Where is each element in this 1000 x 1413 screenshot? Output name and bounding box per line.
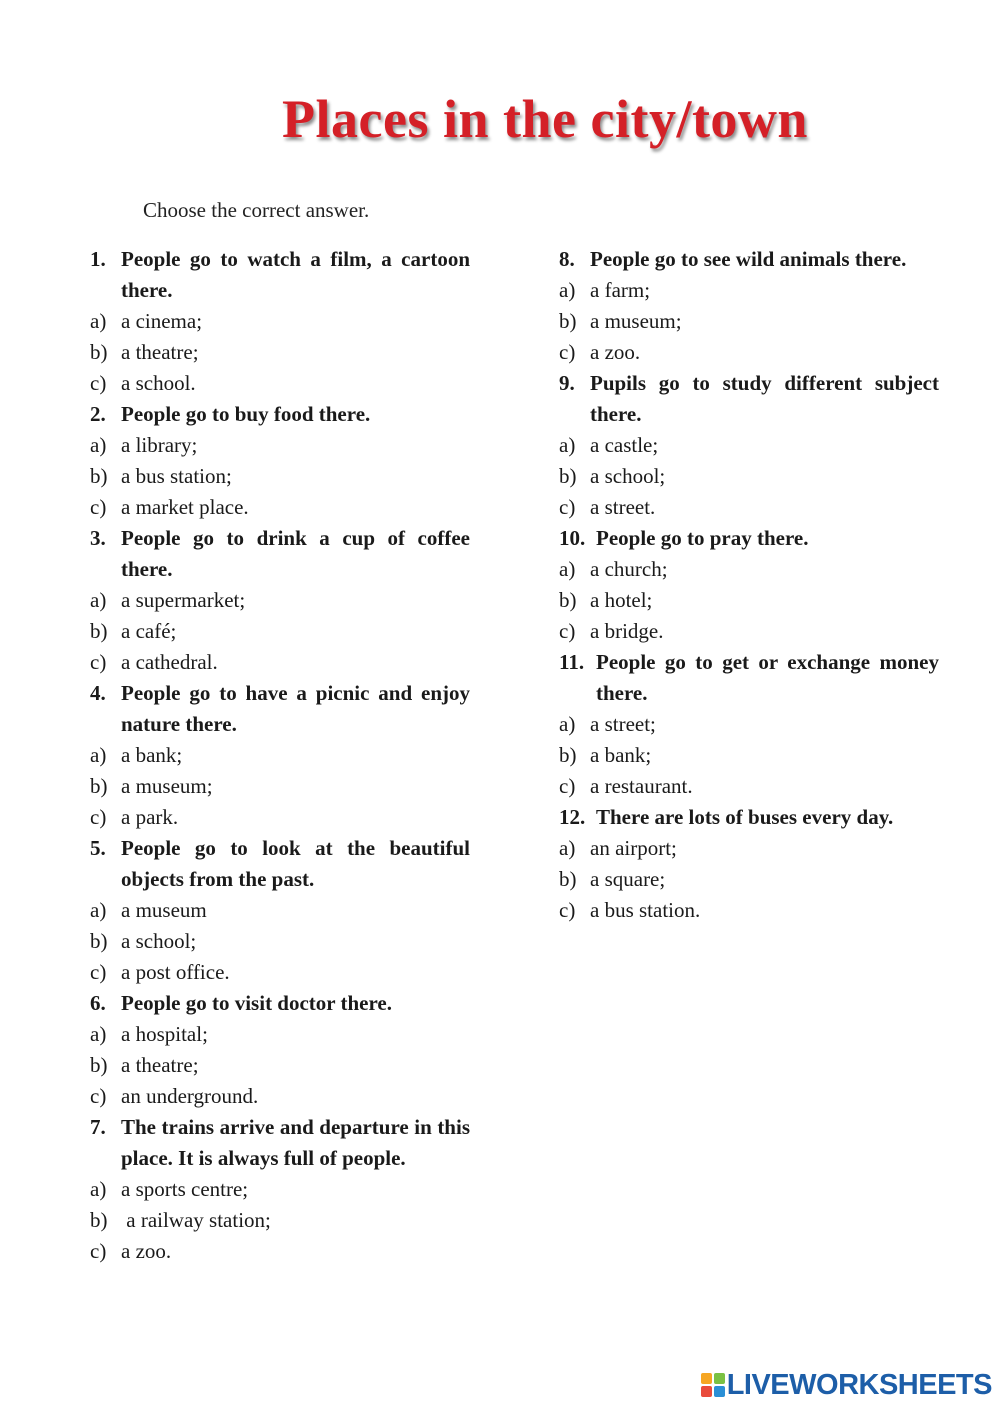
question [90, 678, 470, 740]
option-text: a street. [590, 495, 656, 519]
question [90, 523, 470, 585]
question [559, 244, 939, 275]
option-letter: a) [559, 712, 576, 736]
option-letter: c) [90, 371, 107, 395]
option-text: a zoo. [121, 1239, 172, 1263]
question-text: People go to watch a film, a cartoon there. [121, 247, 470, 302]
option-letter: b) [90, 340, 108, 364]
option-letter: a) [559, 278, 576, 302]
answer-option[interactable] [90, 430, 470, 461]
option-letter: a) [559, 433, 576, 457]
option-text: a bus station. [590, 898, 701, 922]
option-text: a museum; [121, 774, 213, 798]
answer-option[interactable] [90, 616, 470, 647]
question-block [559, 647, 939, 802]
answer-option[interactable] [90, 740, 470, 771]
option-text: a hospital; [121, 1022, 208, 1046]
question-text: People go to drink a cup of coffee there. [121, 526, 470, 581]
option-letter: a) [559, 836, 576, 860]
option-text: an airport; [590, 836, 677, 860]
question-block [559, 368, 939, 523]
question-number: 1. [90, 247, 106, 271]
option-text: a post office. [121, 960, 230, 984]
answer-option[interactable] [90, 492, 470, 523]
question-text: People go to visit doctor there. [121, 991, 393, 1015]
option-text: a church; [590, 557, 668, 581]
option-letter: a) [90, 309, 107, 333]
answer-option[interactable] [90, 1174, 470, 1205]
option-letter: c) [559, 495, 576, 519]
option-text: a museum [121, 898, 207, 922]
option-letter: b) [90, 1053, 108, 1077]
answer-option[interactable] [90, 461, 470, 492]
option-letter: b) [90, 619, 108, 643]
option-letter: a) [90, 1177, 107, 1201]
question [90, 833, 470, 895]
option-letter: b) [559, 588, 577, 612]
answer-option[interactable] [559, 585, 939, 616]
answer-option[interactable] [559, 430, 939, 461]
option-letter: c) [559, 340, 576, 364]
option-text: a farm; [590, 278, 651, 302]
question [90, 1112, 470, 1174]
question [90, 988, 470, 1019]
liveworksheets-brand[interactable] [701, 1365, 992, 1405]
option-letter: b) [559, 464, 577, 488]
option-letter: c) [90, 495, 107, 519]
question-number: 4. [90, 681, 106, 705]
option-letter: c) [90, 805, 107, 829]
option-letter: b) [559, 309, 577, 333]
question [559, 647, 939, 709]
option-letter: b) [90, 1208, 108, 1232]
question-text: Pupils go to study different subject there. [590, 371, 939, 426]
question-block [90, 833, 470, 988]
option-text: a park. [121, 805, 179, 829]
option-text: a zoo. [590, 340, 641, 364]
left-column [90, 244, 470, 1267]
question-block [90, 523, 470, 678]
question-text: The trains arrive and departure in this place. It is always full of people. [121, 1115, 470, 1170]
question-number: 3. [90, 526, 106, 550]
question [559, 523, 939, 554]
answer-option[interactable] [90, 802, 470, 833]
option-text: a library; [121, 433, 198, 457]
question-number: 7. [90, 1115, 106, 1139]
option-text: a cathedral. [121, 650, 218, 674]
option-text: a street; [590, 712, 656, 736]
question [559, 802, 939, 833]
page-title: Places in the city/town [282, 89, 808, 149]
option-text: a hotel; [590, 588, 653, 612]
question-text: People go to look at the beautiful objects from the past. [121, 836, 470, 891]
answer-option[interactable] [559, 616, 939, 647]
answer-option[interactable] [559, 337, 939, 368]
option-text: an underground. [121, 1084, 259, 1108]
option-letter: a) [90, 588, 107, 612]
question-number: 9. [559, 371, 575, 395]
option-text: a bridge. [590, 619, 664, 643]
instruction-text: Choose the correct answer. [143, 198, 370, 222]
question-number: 12. [559, 805, 586, 829]
option-text: a school; [121, 929, 197, 953]
question-block [90, 988, 470, 1112]
answer-option[interactable] [559, 275, 939, 306]
question-text: People go to pray there. [596, 526, 809, 550]
question-number: 8. [559, 247, 575, 271]
answer-option[interactable] [90, 1050, 470, 1081]
option-letter: b) [90, 929, 108, 953]
right-column [559, 244, 939, 926]
option-letter: c) [559, 774, 576, 798]
option-text: a school. [121, 371, 196, 395]
option-letter: b) [559, 867, 577, 891]
option-text: a museum; [590, 309, 682, 333]
answer-option[interactable] [559, 492, 939, 523]
option-letter: c) [90, 650, 107, 674]
answer-option[interactable] [90, 368, 470, 399]
option-letter: b) [90, 774, 108, 798]
option-text: a cinema; [121, 309, 203, 333]
question-number: 10. [559, 526, 586, 550]
answer-option[interactable] [559, 895, 939, 926]
answer-option[interactable] [90, 647, 470, 678]
option-text: a theatre; [121, 340, 199, 364]
answer-option[interactable] [90, 306, 470, 337]
option-text: a sports centre; [121, 1177, 249, 1201]
option-letter: c) [559, 619, 576, 643]
question-block [90, 244, 470, 399]
answer-option[interactable] [90, 1081, 470, 1112]
question-number: 5. [90, 836, 106, 860]
option-text: a café; [121, 619, 177, 643]
option-text: a school; [590, 464, 666, 488]
option-text: a castle; [590, 433, 659, 457]
question-number: 11. [559, 650, 585, 674]
liveworksheets-logo-icon [701, 1373, 725, 1397]
option-text: a bank; [590, 743, 652, 767]
option-letter: a) [90, 743, 107, 767]
option-letter: c) [559, 898, 576, 922]
option-text: a supermarket; [121, 588, 246, 612]
question-block [559, 244, 939, 368]
question-block [90, 678, 470, 833]
question [90, 399, 470, 430]
answer-option[interactable] [90, 585, 470, 616]
option-letter: c) [90, 1239, 107, 1263]
answer-option[interactable] [90, 1205, 470, 1236]
question-number: 6. [90, 991, 106, 1015]
answer-option[interactable] [90, 337, 470, 368]
option-text: a market place. [121, 495, 249, 519]
question-block [90, 1112, 470, 1267]
option-text: a restaurant. [590, 774, 693, 798]
answer-option[interactable] [90, 1236, 470, 1267]
option-letter: c) [90, 960, 107, 984]
option-letter: a) [90, 1022, 107, 1046]
question-block [90, 399, 470, 523]
question [559, 368, 939, 430]
answer-option[interactable] [90, 957, 470, 988]
option-text: a railway station; [121, 1208, 271, 1232]
question-block [559, 802, 939, 926]
option-letter: a) [90, 898, 107, 922]
answer-option[interactable] [559, 771, 939, 802]
answer-option[interactable] [559, 709, 939, 740]
question-text: People go to see wild animals there. [590, 247, 907, 271]
question [90, 244, 470, 306]
option-text: a square; [590, 867, 666, 891]
answer-option[interactable] [90, 1019, 470, 1050]
option-text: a theatre; [121, 1053, 199, 1077]
answer-option[interactable] [559, 864, 939, 895]
option-text: a bus station; [121, 464, 232, 488]
answer-option[interactable] [559, 306, 939, 337]
answer-option[interactable] [90, 926, 470, 957]
answer-option[interactable] [559, 740, 939, 771]
option-letter: a) [90, 433, 107, 457]
answer-option[interactable] [90, 771, 470, 802]
answer-option[interactable] [559, 461, 939, 492]
question-text: People go to have a picnic and enjoy nature there. [121, 681, 470, 736]
question-block [559, 523, 939, 647]
question-text: People go to get or exchange money there. [596, 650, 939, 705]
option-letter: b) [559, 743, 577, 767]
option-letter: c) [90, 1084, 107, 1108]
answer-option[interactable] [559, 554, 939, 585]
option-text: a bank; [121, 743, 183, 767]
answer-option[interactable] [559, 833, 939, 864]
question-text: There are lots of buses every day. [596, 805, 894, 829]
brand-label: LIVEWORKSHEETS [726, 1368, 992, 1401]
answer-option[interactable] [90, 895, 470, 926]
option-letter: b) [90, 464, 108, 488]
option-letter: a) [559, 557, 576, 581]
question-number: 2. [90, 402, 106, 426]
question-text: People go to buy food there. [121, 402, 371, 426]
